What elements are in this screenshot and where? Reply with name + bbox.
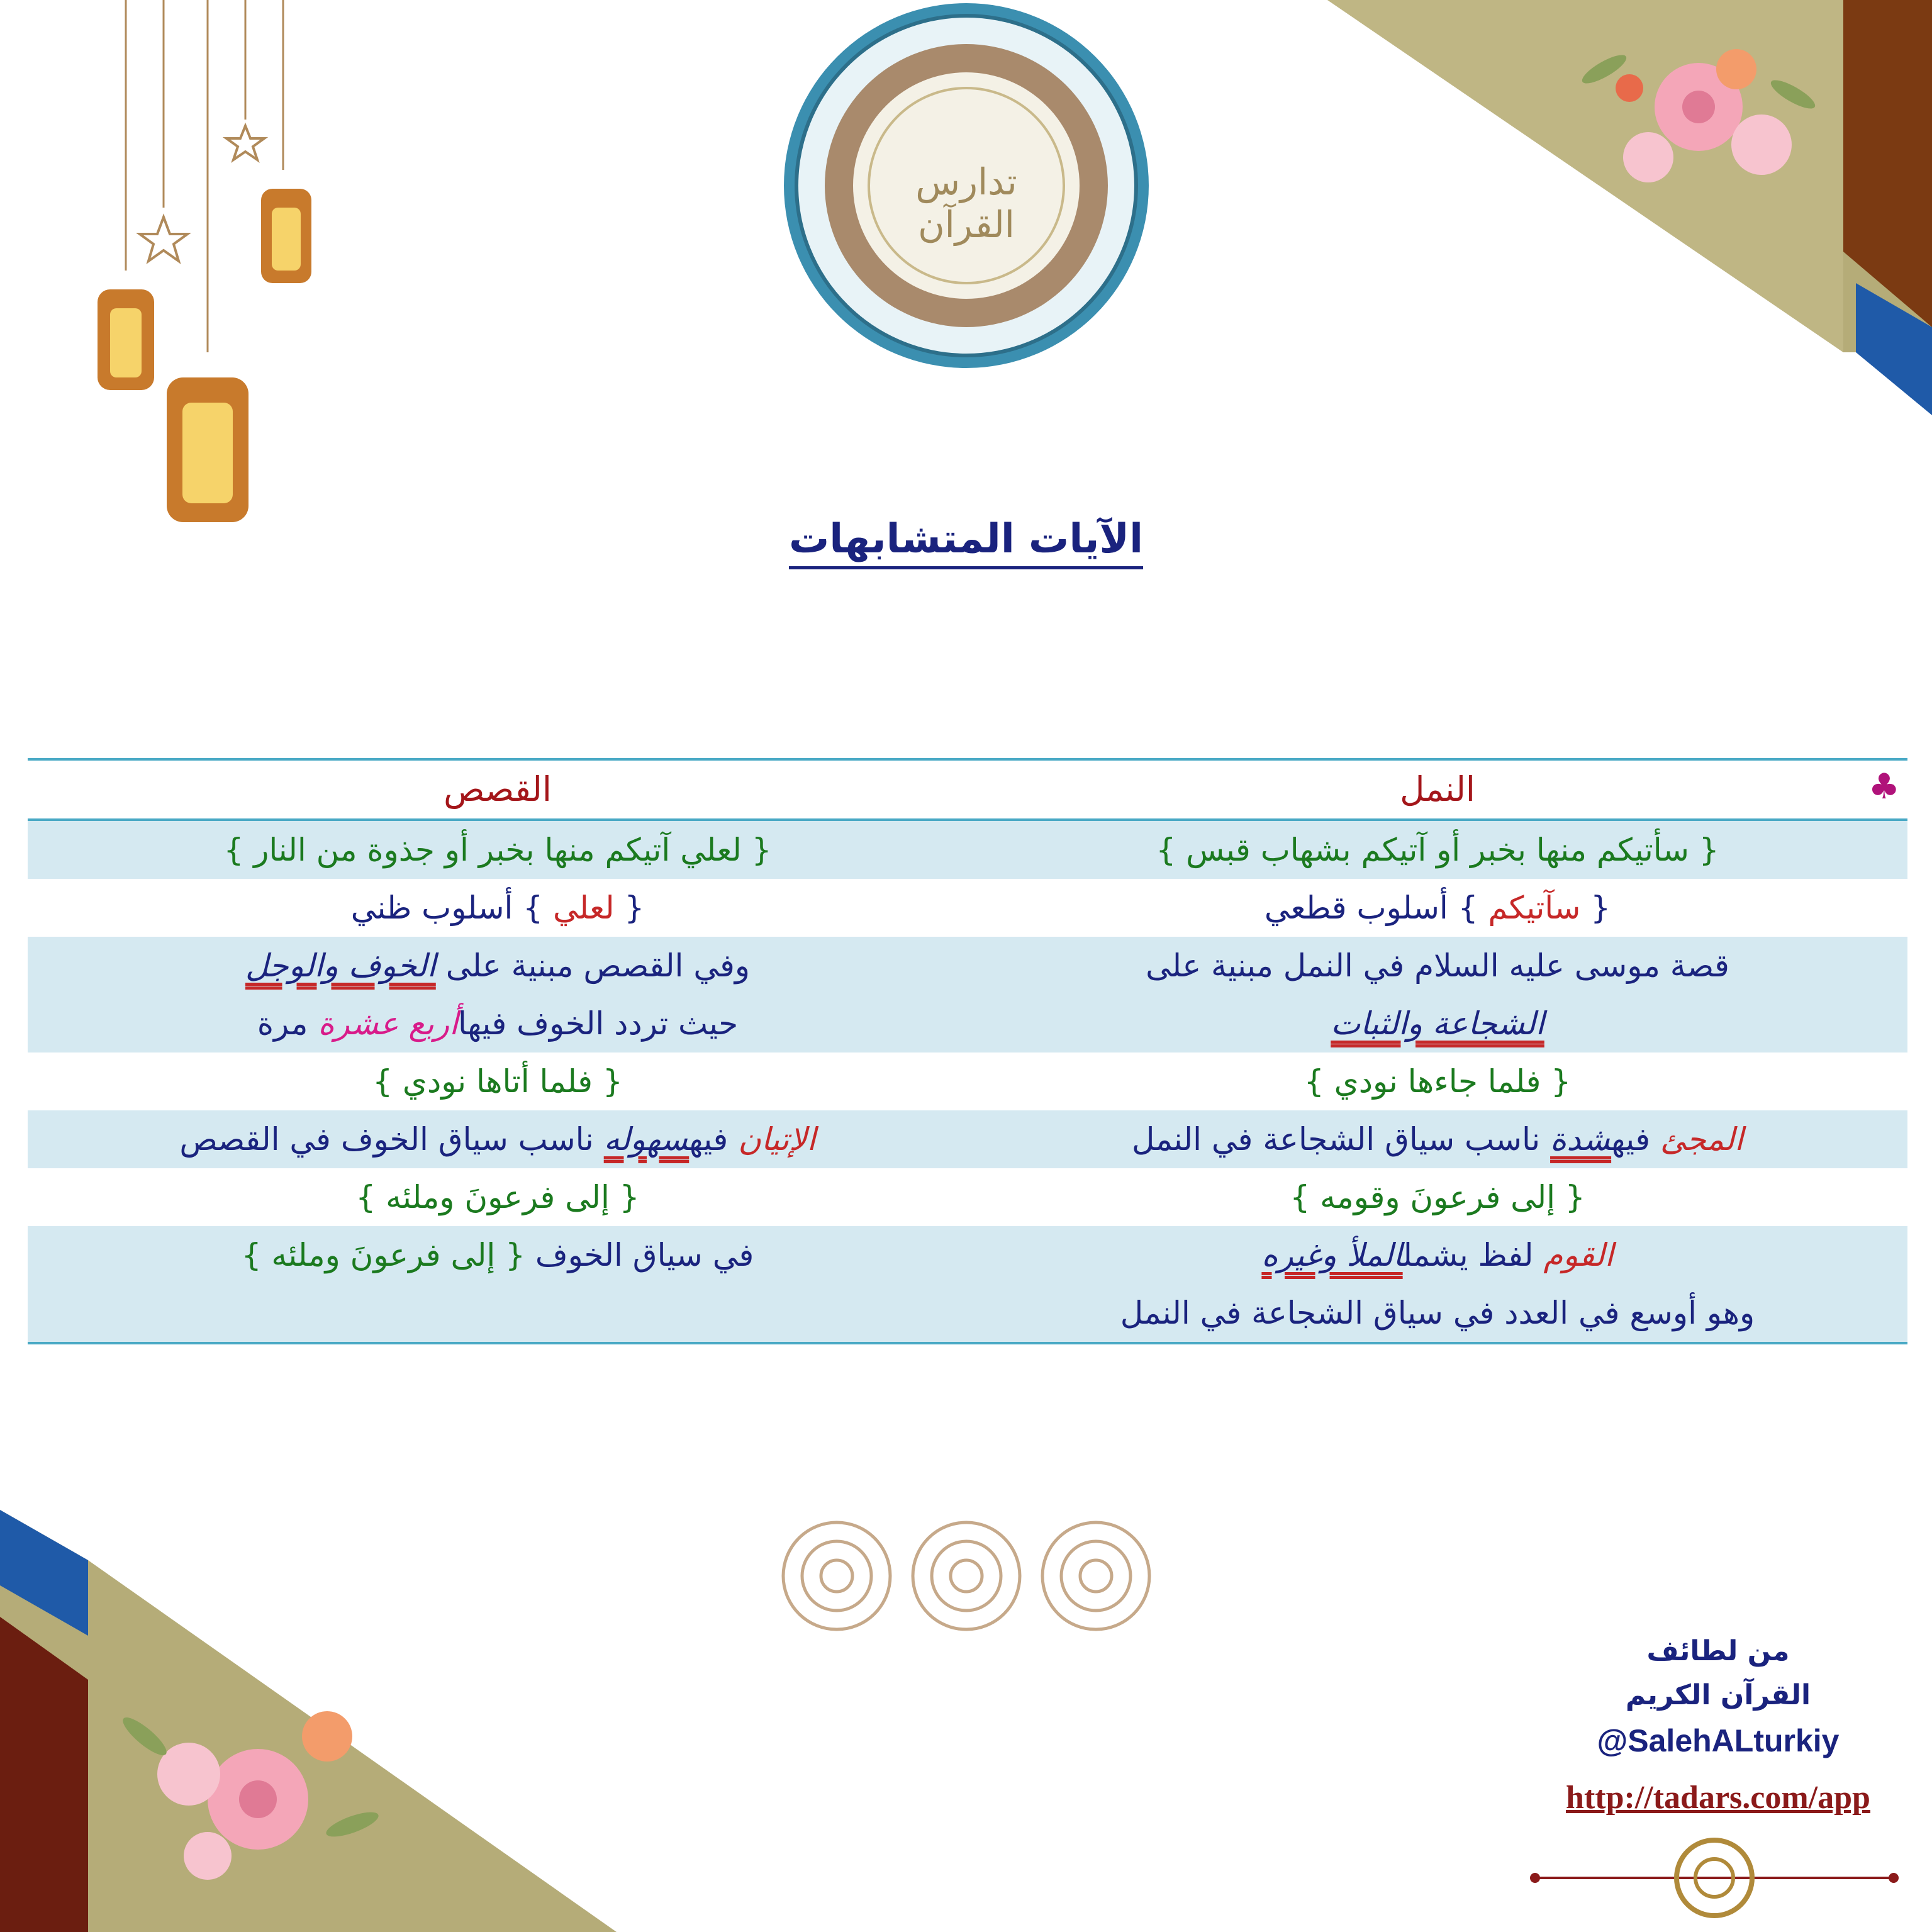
ornament-divider: [1530, 1840, 1899, 1916]
footer-line2: القرآن الكريم: [1625, 1679, 1811, 1711]
page-title: الآيات المتشابهات: [789, 516, 1143, 569]
header-naml: النمل: [1400, 769, 1475, 809]
cell-naml-style: { سآتيكم } أسلوب قطعي: [1264, 890, 1611, 926]
rosette-icons: [783, 1522, 1149, 1629]
table-row: [28, 1053, 1907, 1110]
cell-qasas-story: وفي القصص مبنية على الخوف والوجل حيث تردد الخوف فيهاأربع عشرة مرة: [245, 947, 751, 1042]
page-title-wrap: [0, 516, 1932, 562]
club-bullet-icon: ♣: [1868, 766, 1900, 807]
cell-naml-verse3: { إلى فرعونَ وقومه }: [1290, 1179, 1585, 1215]
table-row: [28, 1110, 1907, 1168]
table-row: [28, 879, 1907, 937]
cell-qasas-verse: { لعلي آتيكم منها بخبر أو جذوة من النار }: [223, 832, 772, 868]
table-header: [28, 761, 1907, 821]
cell-naml-verse2: { فلما جاءها نودي }: [1304, 1063, 1572, 1100]
cell-naml-story: قصة موسى عليه السلام في النمل مبنية على الشجاعة والثبات: [1146, 947, 1729, 1042]
cell-qasas-style: { لعلي } أسلوب ظني: [350, 890, 645, 926]
header-qasas: القصص: [444, 769, 552, 809]
cell-qasas-verse3: { إلى فرعونَ وملئه }: [355, 1179, 640, 1215]
cell-naml-people: القوم لفظ يشملالملأ وغيره وهو أوسع في العدد في سياق الشجاعة في النمل: [1120, 1237, 1755, 1331]
table-row: [28, 1168, 1907, 1226]
cell-qasas-context: في سياق الخوف { إلى فرعونَ وملئه }: [241, 1237, 754, 1273]
table-row: [28, 821, 1907, 879]
star-icons: [140, 126, 264, 261]
lantern-shapes: [98, 189, 311, 522]
cell-qasas-meaning: الإتيان فيهسهوله ناسب سياق الخوف في القصص: [179, 1121, 816, 1158]
footer-credits: [1542, 1629, 1894, 1823]
cell-naml-verse: { سأتيكم منها بخبر أو آتيكم بشهاب قبس }: [1156, 832, 1719, 868]
footer-line1: من لطائف: [1646, 1635, 1790, 1667]
table-row: [28, 1226, 1907, 1342]
table-row: [28, 937, 1907, 1053]
twitter-handle[interactable]: @SalehALturkiy: [1597, 1723, 1840, 1758]
logo-text: تدارس القرآن: [915, 160, 1017, 246]
app-link[interactable]: http://tadars.com/app: [1566, 1780, 1870, 1816]
cell-qasas-verse2: { فلما أتاها نودي }: [372, 1063, 623, 1100]
cell-naml-meaning: المجئ فيهشدة ناسب سياق الشجاعة في النمل: [1131, 1121, 1744, 1158]
comparison-table: [28, 758, 1907, 1344]
